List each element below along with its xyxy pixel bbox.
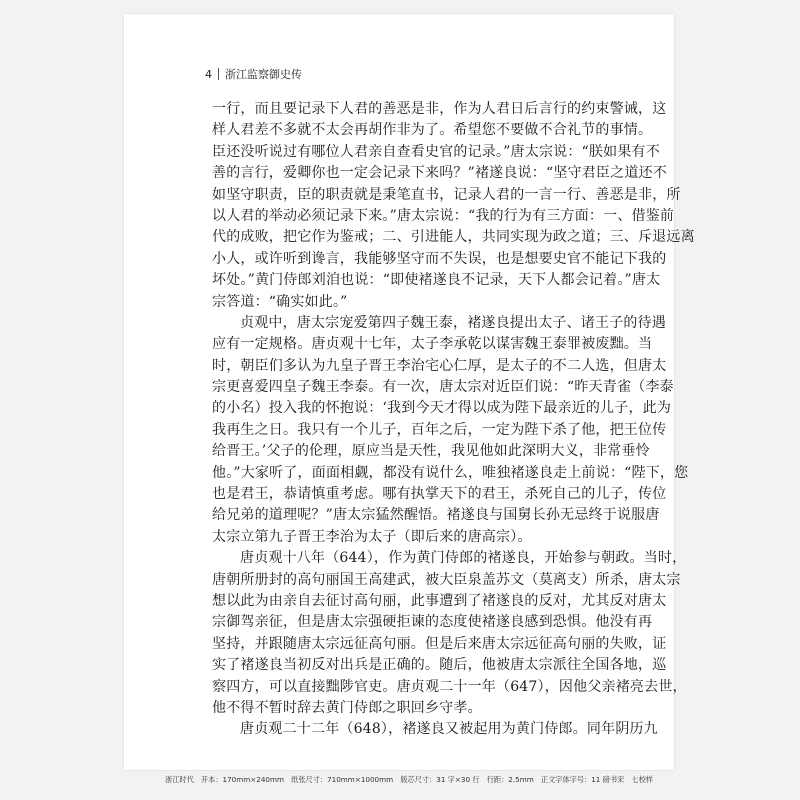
text-line: 唐贞观十八年（644），作为黄门侍郎的褚遂良，开始参与朝政。当时，: [240, 550, 687, 567]
text-line: 宗答道：“确实如此。”: [212, 293, 348, 310]
text-line: 实了褚遂良当初反对出兵是正确的。随后，他被唐太宗派往全国各地，巡: [212, 657, 667, 674]
text-line: 宗更喜爱四皇子魏王李泰。有一次，唐太宗对近臣们说：“昨天青雀（李泰: [212, 379, 674, 396]
text-line: 唐朝所册封的高句丽国王高建武，被大臣泉盖苏文（莫离支）所杀，唐太宗: [212, 571, 681, 588]
text-line: 宗御驾亲征，但是唐太宗强硬拒谏的态度使褚遂良感到恐惧。他没有再: [212, 614, 653, 631]
text-line: 的小名）投入我的怀抱说：‘我到今天才得以成为陛下最亲近的儿子，此为: [212, 400, 672, 417]
text-line: 给兄弟的道理呢？”唐太宗猛然醒悟。褚遂良与国舅长孙无忌终于说服唐: [212, 507, 660, 524]
text-line: 察四方，可以直接黜陟官吏。唐贞观二十一年（647），因他父亲褚亮去世，: [212, 678, 687, 695]
text-line: 给晋王。’父子的伦理，原应当是天性，我见他如此深明大义，非常垂怜: [212, 443, 650, 460]
text-line: 唐贞观二十二年（648），褚遂良又被起用为黄门侍郎。同年阴历九: [240, 721, 658, 738]
text-line: 想以此为由亲自去征讨高句丽，此事遭到了褚遂良的反对，尤其反对唐太: [212, 592, 667, 609]
page-number: 4: [205, 67, 212, 81]
text-line: 他。”大家听了，面面相觑，都没有说什么，唯独褚遂良走上前说：“陛下，您: [212, 464, 689, 481]
text-line: 我再生之日。我只有一个儿子，百年之后，一定为陛下杀了他，把王位传: [212, 421, 667, 438]
text-line: 他不得不暂时辞去黄门侍郎之职回乡守孝。: [212, 699, 482, 716]
body-text: [212, 99, 695, 741]
text-line: 太宗立第九子晋王李治为太子（即后来的唐高宗）。: [212, 528, 532, 545]
print-spec-line: 浙江时代 开本：170mm×240mm 纸张尺寸：710mm×1000mm 版芯尺寸：31 字×30 行 行距：2.5mm 正文字体字号：11 磅书宋 七校样: [165, 775, 653, 784]
text-line: 应有一定规格。唐贞观十七年，太子李承乾以谋害魏王泰罪被废黜。当: [212, 336, 653, 353]
text-line: 贞观中，唐太宗宠爱第四子魏王泰，褚遂良提出太子、诸王子的待遇: [240, 314, 666, 331]
text-line: 善的言行，爱卿你也一定会记录下来吗？”褚遂良说：“坚守君臣之道还不: [212, 165, 667, 182]
text-line: 样人君差不多就不太会再胡作非为了。希望您不要做不合礼节的事情。: [212, 122, 653, 139]
text-line: 小人，或许听到谗言，我能够坚守而不失误，也是想要史官不能记下我的: [212, 250, 667, 267]
running-head: [205, 66, 302, 82]
text-line: 以人君的举动必须记录下来。”唐太宗说：“我的行为有三方面：一、借鉴前: [212, 207, 675, 224]
text-line: 如坚守职责，臣的职责就是秉笔直书，记录人君的一言一行、善恶是非，所: [212, 186, 681, 203]
text-line: 也是君王，恭请慎重考虑。哪有执掌天下的君王，杀死自己的儿子，传位: [212, 486, 667, 503]
text-line: 坏处。”黄门侍郎刘洎也说：“即使褚遂良不记录，天下人都会记着。”唐太: [212, 272, 661, 289]
text-line: 代的成败，把它作为鉴戒；二、引进能人，共同实现为政之道；三、斥退远离: [212, 229, 695, 246]
text-line: 臣还没听说过有哪位人君亲自查看史官的记录。”唐太宗说：“朕如果有不: [212, 143, 660, 160]
text-line: 坚持，并跟随唐太宗远征高句丽。但是后来唐太宗远征高句丽的失败，证: [212, 635, 667, 652]
text-line: 一行，而且要记录下人君的善恶是非，作为人君日后言行的约束警诫，这: [212, 101, 667, 117]
book-title: 浙江监察御史传: [225, 68, 302, 81]
header-divider: [218, 68, 219, 80]
text-line: 时，朝臣们多认为九皇子晋王李治宅心仁厚，是太子的不二人选，但唐太: [212, 357, 667, 374]
